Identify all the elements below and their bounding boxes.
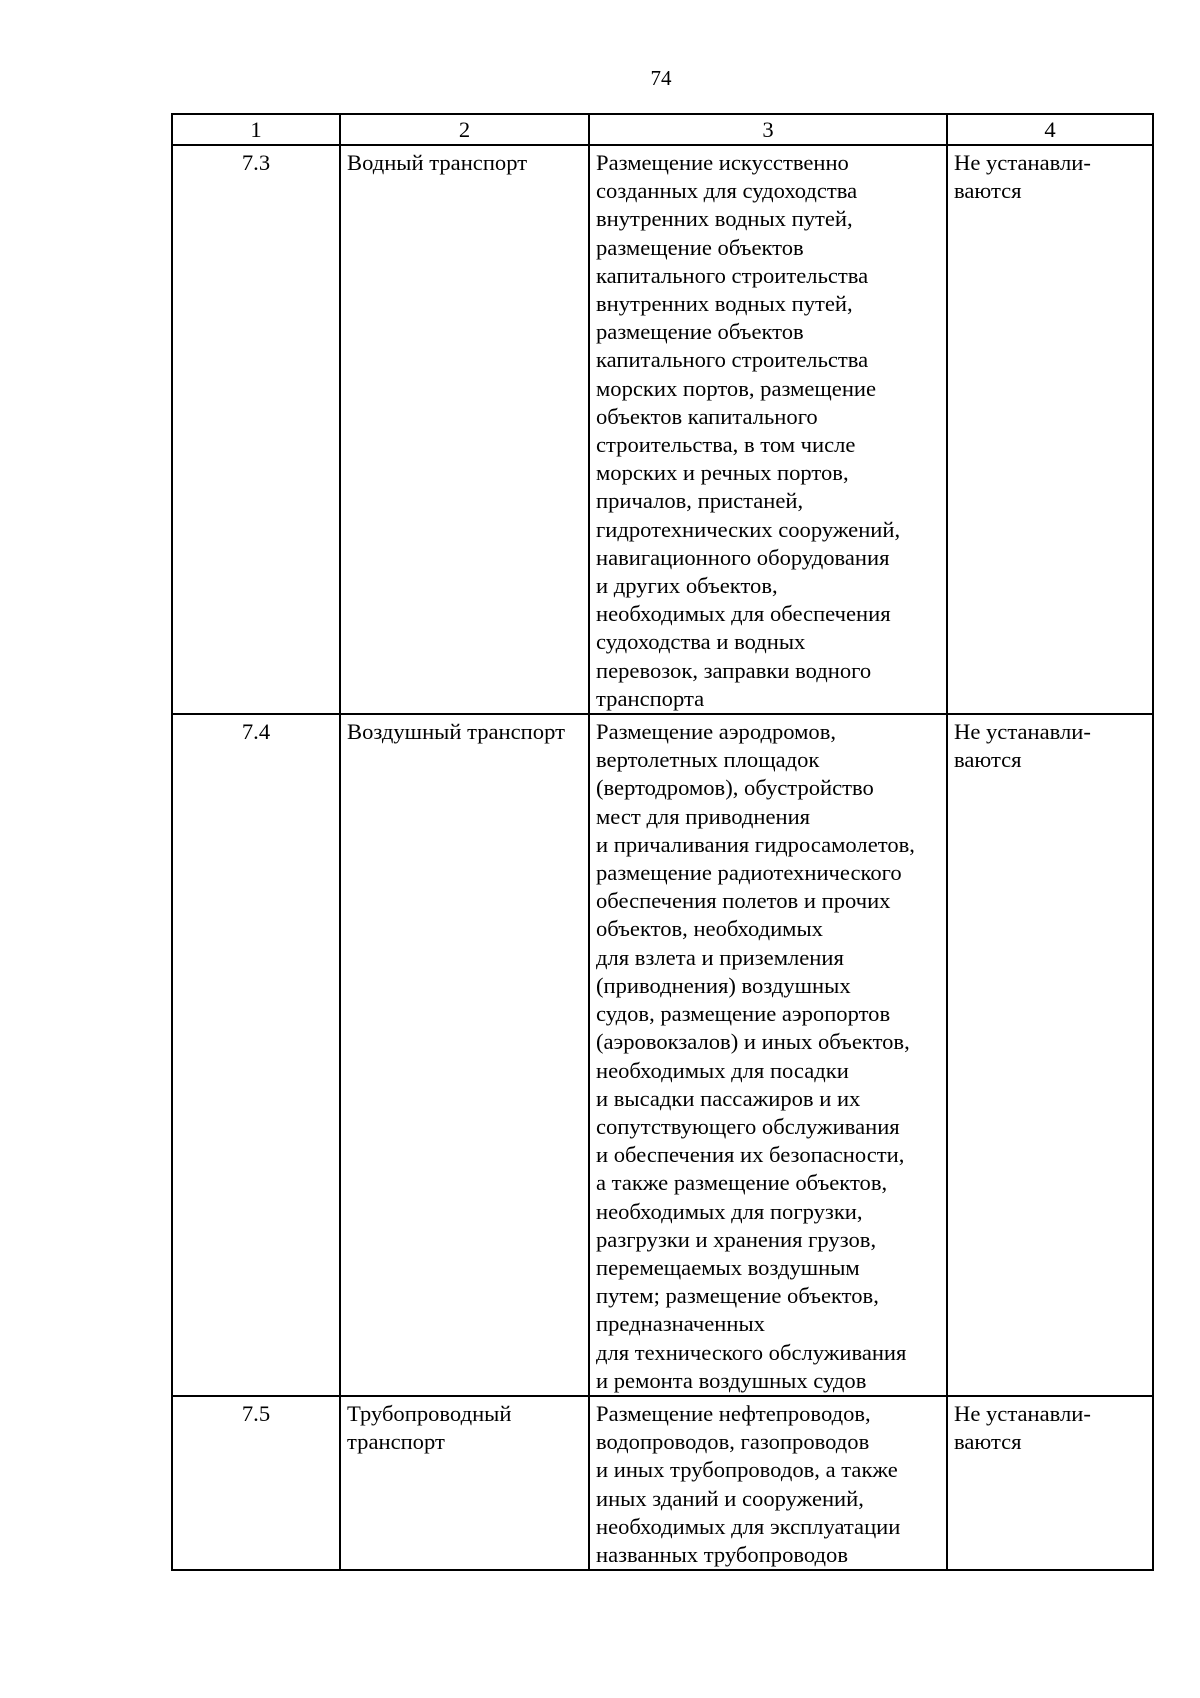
row-description-line: объектов, необходимых (596, 916, 823, 942)
row-description-line: капитального строительства (596, 262, 869, 288)
row-description-line: предназначенных (596, 1311, 765, 1337)
row-code-cell: 7.4 (172, 714, 340, 1396)
row-description-line: капитального строительства (596, 347, 869, 373)
row-description-line: для технического обслуживания (596, 1339, 907, 1365)
row-name-cell (340, 145, 589, 714)
row-description-line: мест для приводнения (596, 803, 811, 829)
row-description-line: навигационного оборудования (596, 544, 890, 570)
row-description-cell (589, 1396, 947, 1570)
row-description-line: для взлета и приземления (596, 944, 844, 970)
row-description-line: объектов капитального (596, 403, 818, 429)
row-limits-line: ваются (954, 747, 1022, 773)
land-use-table (171, 113, 1154, 1571)
row-limits-line: ваются (954, 178, 1022, 204)
header-col-3: 3 (589, 114, 947, 145)
row-description-line: и других объектов, (596, 573, 778, 599)
row-description-cell (589, 145, 947, 714)
row-description-line: (приводнения) воздушных (596, 972, 851, 998)
row-description-line: обеспечения полетов и прочих (596, 888, 891, 914)
table-row (172, 714, 1153, 1396)
row-description-line: морских портов, размещение (596, 375, 877, 401)
row-description-line: созданных для судоходства (596, 178, 858, 204)
row-description-line: причалов, пристаней, (596, 488, 804, 514)
row-limits-line: Не устанавли- (954, 1400, 1091, 1426)
row-limits-line: ваются (954, 1429, 1022, 1455)
table-header (172, 114, 1153, 145)
table-body (172, 145, 1153, 1570)
row-description-line: Размещение нефтепроводов, (596, 1400, 871, 1426)
header-col-2: 2 (340, 114, 589, 145)
row-description-line: перемещаемых воздушным (596, 1254, 860, 1280)
row-description-line: внутренних водных путей, (596, 291, 853, 317)
row-description-line: необходимых для обеспечения (596, 601, 891, 627)
row-limits-line: Не устанавли- (954, 150, 1091, 175)
row-description-line: и иных трубопроводов, а также (596, 1457, 898, 1483)
row-description-line: а также размещение объектов, (596, 1170, 888, 1196)
row-name-line: Водный транспорт (347, 150, 528, 175)
row-description-line: Размещение искусственно (596, 150, 849, 175)
table-row (172, 1396, 1153, 1570)
row-description-line: и ремонта воздушных судов (596, 1367, 867, 1393)
row-description-line: и высадки пассажиров и их (596, 1085, 861, 1111)
row-name-line: транспорт (347, 1429, 445, 1455)
row-description-line: Размещение аэродромов, (596, 719, 837, 745)
row-description-line: размещение объектов (596, 234, 804, 260)
row-description-line: внутренних водных путей, (596, 206, 853, 232)
row-description-line: (вертодромов), обустройство (596, 775, 874, 801)
row-description-line: морских и речных портов, (596, 460, 849, 486)
row-limits-cell (947, 145, 1153, 714)
row-name-line: Воздушный транспорт (347, 719, 565, 745)
row-description-line: вертолетных площадок (596, 747, 820, 773)
row-description-cell (589, 714, 947, 1396)
row-description-line: судоходства и водных (596, 629, 806, 655)
row-description-line: путем; размещение объектов, (596, 1283, 879, 1309)
row-name-line: Трубопроводный (347, 1400, 512, 1426)
row-description-line: (аэровокзалов) и иных объектов, (596, 1029, 910, 1055)
row-description-line: и причаливания гидросамолетов, (596, 831, 915, 857)
row-description-line: иных зданий и сооружений, (596, 1485, 864, 1511)
row-description-line: перевозок, заправки водного (596, 657, 872, 683)
row-description-line: строительства, в том числе (596, 432, 856, 458)
header-row (172, 114, 1153, 145)
row-description-line: водопроводов, газопроводов (596, 1429, 870, 1455)
header-col-4: 4 (947, 114, 1153, 145)
row-limits-line: Не устанавли- (954, 719, 1091, 745)
row-description-line: размещение объектов (596, 319, 804, 345)
row-description-line: необходимых для эксплуатации (596, 1513, 901, 1539)
row-limits-cell (947, 714, 1153, 1396)
row-description-line: названных трубопроводов (596, 1541, 848, 1567)
row-code-cell: 7.3 (172, 145, 340, 714)
row-name-cell (340, 1396, 589, 1570)
row-description-line: необходимых для погрузки, (596, 1198, 863, 1224)
row-name-cell (340, 714, 589, 1396)
row-description-line: транспорта (596, 685, 705, 711)
header-col-1: 1 (172, 114, 340, 145)
page-number: 74 (650, 66, 672, 90)
row-description-line: необходимых для посадки (596, 1057, 849, 1083)
table-row (172, 145, 1153, 714)
row-description-line: судов, размещение аэропортов (596, 1001, 891, 1027)
row-description-line: сопутствующего обслуживания (596, 1113, 900, 1139)
row-limits-cell (947, 1396, 1153, 1570)
row-description-line: и обеспечения их безопасности, (596, 1142, 905, 1168)
row-description-line: гидротехнических сооружений, (596, 516, 901, 542)
row-description-line: разгрузки и хранения грузов, (596, 1226, 877, 1252)
row-code-cell: 7.5 (172, 1396, 340, 1570)
row-description-line: размещение радиотехнического (596, 860, 902, 886)
